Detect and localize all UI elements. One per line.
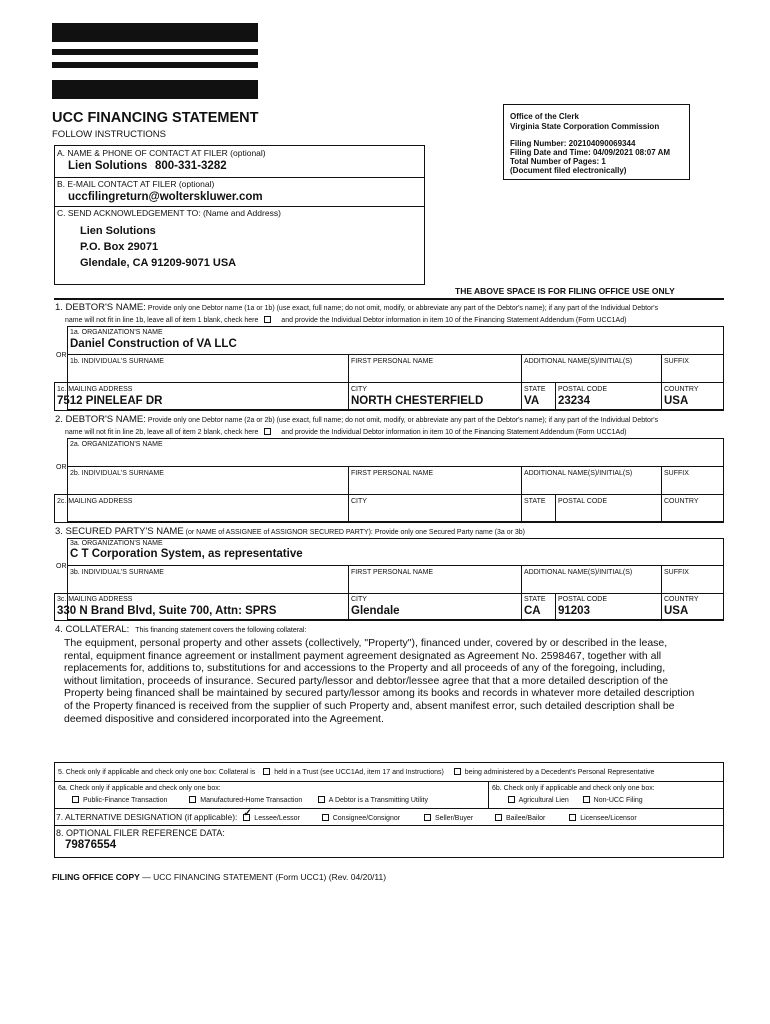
debtor1-instr-line2 (65, 316, 626, 325)
collateral-text (64, 637, 724, 725)
state-label: STATE (524, 596, 546, 603)
debtor2-instr1: Provide only one Debtor name (2a or 2b) (use exact, full name; do not omit, modify, or abbreviate any part of the Debtor's name); if any part of the Individual Debtor's (147, 417, 659, 424)
item8-label: 8. OPTIONAL FILER REFERENCE DATA: (56, 828, 225, 838)
surname-label: 3b. INDIVIDUAL'S SURNAME (70, 569, 164, 576)
section-a-label: A. NAME & PHONE OF CONTACT AT FILER (optional) (57, 148, 266, 158)
item7-row (56, 813, 637, 823)
divider (54, 620, 724, 621)
org-name-label: 2a. ORGANIZATION'S NAME (70, 441, 163, 448)
debtor2-instr2a: name will not fit in line 2b, leave all of item 2 blank, check here (65, 429, 259, 436)
collateral-instr: This financing statement covers the following collateral: (135, 627, 307, 634)
trust-checkbox[interactable] (263, 768, 270, 775)
secured-heading: 3. SECURED PARTY'S NAME (55, 526, 184, 537)
manufactured-home-checkbox[interactable] (189, 796, 196, 803)
country-label: COUNTRY (664, 596, 699, 603)
follow-instructions: FOLLOW INSTRUCTIONS (52, 129, 167, 140)
form-title: UCC FINANCING STATEMENT (52, 110, 259, 126)
filer-reference: 79876554 (65, 839, 117, 851)
debtor1-instructions (55, 304, 725, 313)
divider (67, 565, 724, 566)
item6a-opt2: Manufactured-Home Transaction (200, 797, 303, 804)
filing-number: Filing Number: 202104090069344 (510, 139, 636, 148)
item7-opt2: Consignee/Consignor (332, 815, 401, 822)
debtor1-city: NORTH CHESTERFIELD (351, 395, 484, 407)
office-line1: Office of the Clerk (510, 112, 579, 121)
postal-label: POSTAL CODE (558, 498, 608, 505)
divider (521, 565, 522, 620)
collateral-heading: 4. COLLATERAL: (55, 624, 130, 635)
item6b-options (508, 796, 643, 805)
debtor2-instr2b: and provide the Individual Debtor information in item 10 of the Financing Statement Addendum (Form UCC1Ad) (281, 429, 627, 436)
debtor1-address: 7512 PINELEAF DR (57, 395, 163, 407)
org-name-label: 1a. ORGANIZATION'S NAME (70, 329, 163, 336)
divider (54, 494, 55, 522)
item6b-opt1: Agricultural Lien (518, 797, 569, 804)
divider (661, 565, 662, 620)
item6a-opt3: A Debtor is a Transmitting Utility (328, 797, 428, 804)
footer-form: — UCC FINANCING STATEMENT (Form UCC1) (Rev. 04/20/11) (139, 872, 387, 882)
surname-label: 1b. INDIVIDUAL'S SURNAME (70, 358, 164, 365)
transmitting-utility-checkbox[interactable] (318, 796, 325, 803)
page-count: Total Number of Pages: 1 (510, 157, 606, 166)
secured-instructions (55, 528, 525, 537)
divider (555, 382, 556, 410)
divider (348, 565, 349, 620)
debtor2-instr-line2 (65, 428, 626, 437)
first-name-label: FIRST PERSONAL NAME (351, 470, 434, 477)
mailing-address-label: 2c. MAILING ADDRESS (57, 498, 133, 505)
debtor1-instr2b: and provide the Individual Debtor information in item 10 of the Financing Statement Addendum (Form UCC1Ad) (281, 317, 627, 324)
secured-state: CA (524, 605, 541, 617)
first-name-label: FIRST PERSONAL NAME (351, 358, 434, 365)
item7-opt5: Licensee/Licensor (580, 815, 637, 822)
item5-opt1: held in a Trust (see UCC1Ad, item 17 and Instructions) (274, 769, 444, 776)
header-bar (52, 49, 258, 55)
divider (67, 466, 724, 467)
item6a-options (72, 796, 428, 805)
decedent-checkbox[interactable] (454, 768, 461, 775)
item7-opt3: Seller/Buyer (434, 815, 474, 822)
secured-city: Glendale (351, 605, 400, 617)
or-label: OR (56, 352, 67, 359)
divider (54, 298, 724, 300)
contact-email: uccfilingreturn@wolterskluwer.com (68, 191, 263, 203)
ack-line1: Lien Solutions (80, 225, 156, 237)
item6b-opt2: Non-UCC Filing (593, 797, 643, 804)
item7-opt4: Bailee/Bailor (506, 815, 546, 822)
country-label: COUNTRY (664, 386, 699, 393)
debtor1-country: USA (664, 395, 689, 407)
debtor1-heading: 1. DEBTOR'S NAME: (55, 302, 146, 313)
city-label: CITY (351, 596, 367, 603)
collateral-line: deemed dispositive and considered incorporated into the Agreement. (64, 712, 384, 725)
lessee-lessor-checkbox[interactable] (243, 814, 250, 821)
additional-name-label: ADDITIONAL NAME(S)/INITIAL(S) (524, 470, 633, 477)
org-name-label: 3a. ORGANIZATION'S NAME (70, 540, 163, 547)
section-b-label: B. E-MAIL CONTACT AT FILER (optional) (57, 179, 215, 189)
divider (54, 177, 425, 178)
divider (348, 354, 349, 410)
collateral-line: replacements for, additions to, substitutions for and accessions to the Property and all proceeds of any of the foregoing, including, (64, 662, 666, 675)
divider (54, 382, 55, 410)
header-bar (52, 23, 258, 42)
divider (54, 522, 724, 523)
additional-name-label: ADDITIONAL NAME(S)/INITIAL(S) (524, 358, 633, 365)
office-line2: Virginia State Corporation Commission (510, 122, 660, 131)
filing-date: Filing Date and Time: 04/09/2021 08:07 AM (510, 148, 671, 157)
seller-buyer-checkbox[interactable] (424, 814, 431, 821)
divider (54, 494, 724, 495)
secured-instr: (or NAME of ASSIGNEE of ASSIGNOR SECURED PARTY): Provide only one Secured Party name (3a or 3b) (185, 529, 526, 536)
divider (54, 593, 55, 620)
first-name-label: FIRST PERSONAL NAME (351, 569, 434, 576)
item5-row (58, 768, 654, 777)
debtor2-instructions (55, 416, 725, 425)
divider (54, 825, 724, 826)
debtor2-check-box[interactable] (264, 428, 271, 435)
bailee-bailor-checkbox[interactable] (495, 814, 502, 821)
ack-line2: P.O. Box 29071 (80, 241, 159, 253)
footer-copy: FILING OFFICE COPY (52, 872, 140, 882)
divider (54, 808, 724, 809)
suffix-label: SUFFIX (664, 358, 689, 365)
secured-postal: 91203 (558, 605, 590, 617)
filing-office-box (503, 104, 690, 180)
footer (52, 872, 386, 882)
item7-opt1: Lessee/Lessor (254, 815, 300, 822)
suffix-label: SUFFIX (664, 470, 689, 477)
filed-electronically: (Document filed electronically) (510, 166, 627, 175)
filing-office-use-only: THE ABOVE SPACE IS FOR FILING OFFICE USE ONLY (455, 286, 675, 296)
collateral-line: rental, equipment finance agreement or installment payment agreement designated as Agreement No. 2598467, together with all (64, 649, 662, 662)
divider (54, 593, 724, 594)
collateral-line: The equipment, personal property and other assets (collectively, "Property"), financed under, covered by or described in the lease, (64, 637, 668, 649)
licensee-licensor-checkbox[interactable] (569, 814, 576, 821)
contact-phone: 800-331-3282 (155, 160, 227, 172)
suffix-label: SUFFIX (664, 569, 689, 576)
additional-name-label: ADDITIONAL NAME(S)/INITIAL(S) (524, 569, 633, 576)
divider (67, 354, 724, 355)
collateral-heading-row (55, 626, 306, 635)
city-label: CITY (351, 386, 367, 393)
state-label: STATE (524, 386, 546, 393)
state-label: STATE (524, 498, 546, 505)
country-label: COUNTRY (664, 498, 699, 505)
header-bar (52, 62, 258, 68)
secured-country: USA (664, 605, 689, 617)
debtor1-postal: 23234 (558, 395, 590, 407)
header-bar (52, 80, 258, 99)
debtor1-instr2a: name will not fit in line 1b, leave all of item 1 blank, check here (65, 317, 259, 324)
item6a-label: 6a. Check only if applicable and check only one box: (58, 785, 221, 792)
debtor2-heading: 2. DEBTOR'S NAME: (55, 414, 146, 425)
secured-org-name: C T Corporation System, as representative (70, 548, 303, 560)
secured-address: 330 N Brand Blvd, Suite 700, Attn: SPRS (57, 605, 277, 617)
item5-opt2: being administered by a Decedent's Personal Representative (464, 769, 655, 776)
divider (555, 494, 556, 522)
debtor1-check-box[interactable] (264, 316, 271, 323)
ack-line3: Glendale, CA 91209-9071 USA (80, 257, 237, 269)
contact-name: Lien Solutions (68, 160, 148, 172)
divider (521, 466, 522, 522)
debtor1-state: VA (524, 395, 540, 407)
or-label: OR (56, 464, 67, 471)
section-c-label: C. SEND ACKNOWLEDGEMENT TO: (Name and Address) (57, 208, 281, 218)
agricultural-lien-checkbox[interactable] (508, 796, 515, 803)
item6b-label: 6b. Check only if applicable and check only one box: (492, 785, 655, 792)
collateral-line: Property being financed shall be maintained by secured party/lessor among its books and records in whatever more detailed description (64, 687, 695, 700)
divider (348, 466, 349, 522)
mailing-address-label: 1c. MAILING ADDRESS (57, 386, 133, 393)
divider (54, 206, 425, 207)
divider (555, 593, 556, 620)
divider (661, 466, 662, 522)
consignee-checkbox[interactable] (322, 814, 329, 821)
collateral-line: without limitation, proceeds of insurance. Secured party/lessor and debtor/lessee agree that that a more detailed description of the (64, 674, 669, 687)
divider (54, 410, 724, 411)
surname-label: 2b. INDIVIDUAL'S SURNAME (70, 470, 164, 477)
divider (54, 781, 724, 782)
postal-label: POSTAL CODE (558, 596, 608, 603)
item6a-opt1: Public-Finance Transaction (82, 797, 168, 804)
collateral-line: of the Property financed is received from the supplier of such Property and, absent manifest error, such detailed description shall be (64, 699, 675, 712)
divider (521, 354, 522, 410)
divider (661, 354, 662, 410)
divider (54, 382, 724, 383)
divider (488, 781, 489, 808)
mailing-address-label: 3c. MAILING ADDRESS (57, 596, 133, 603)
debtor1-org-name: Daniel Construction of VA LLC (70, 338, 237, 350)
item5-label: 5. Check only if applicable and check only one box: Collateral is (58, 769, 256, 776)
postal-label: POSTAL CODE (558, 386, 608, 393)
or-label: OR (56, 563, 67, 570)
debtor2-table (67, 438, 724, 522)
item7-label: 7. ALTERNATIVE DESIGNATION (if applicable): (56, 812, 238, 822)
debtor1-instr1: Provide only one Debtor name (1a or 1b) (use exact, full name; do not omit, modify, or abbreviate any part of the Debtor's name); if any part of the Individual Debtor's (147, 305, 659, 312)
public-finance-checkbox[interactable] (72, 796, 79, 803)
city-label: CITY (351, 498, 367, 505)
non-ucc-checkbox[interactable] (583, 796, 590, 803)
